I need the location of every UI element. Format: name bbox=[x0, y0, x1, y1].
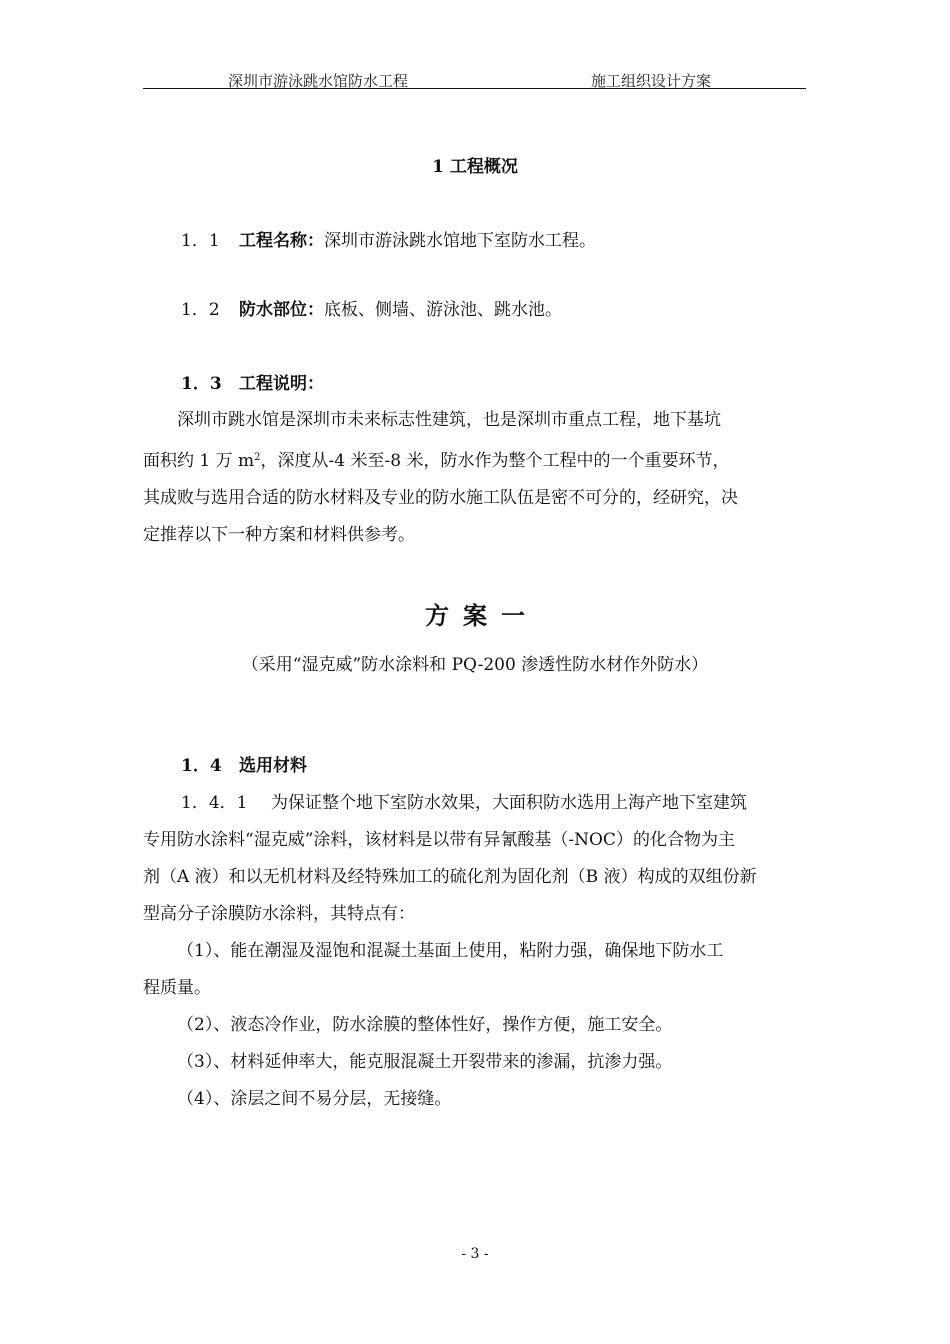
item-number: 1．2 bbox=[181, 300, 220, 320]
header-project-name: 深圳市游泳跳水馆防水工程 bbox=[228, 72, 409, 90]
item-number: 1．4．1 bbox=[181, 793, 248, 813]
paragraph-line bbox=[143, 785, 808, 822]
superscript: 2 bbox=[254, 452, 261, 463]
item-text: 深圳市游泳跳水馆地下室防水工程。 bbox=[324, 231, 596, 251]
item-project-description bbox=[143, 366, 844, 403]
item-number: 1．3 bbox=[181, 374, 222, 394]
feature-item-continued: 程质量。 bbox=[143, 978, 211, 998]
text-segment: 为保证整个地下室防水效果，大面积防水选用上海产地下室建筑 bbox=[271, 793, 747, 813]
feature-item: （3）、材料延伸率大，能克服混凝土开裂带来的渗漏，抗渗力强。 bbox=[177, 1052, 673, 1072]
item-number: 1．4 bbox=[181, 756, 222, 776]
item-project-name bbox=[143, 223, 844, 260]
item-label: 工程名称： bbox=[239, 231, 324, 251]
page-number: - 3 - bbox=[461, 1246, 489, 1262]
paragraph-line: 型高分子涂膜防水涂料，其特点有： bbox=[143, 904, 415, 924]
paragraph-line: 定推荐以下一种方案和材料供参考。 bbox=[143, 525, 415, 545]
paragraph-line: 专用防水涂料“湿克威”涂料，该材料是以带有异氰酸基（-NOC）的化合物为主 bbox=[143, 830, 735, 850]
feature-item: （2）、液态冷作业，防水涂膜的整体性好，操作方便，施工安全。 bbox=[177, 1015, 673, 1035]
text-segment: ，深度从-4 米至-8 米，防水作为整个工程中的一个重要环节， bbox=[260, 451, 730, 471]
plan-subtitle: （采用“湿克威”防水涂料和 PQ-200 渗透性防水材作外防水） bbox=[241, 655, 709, 675]
item-label: 工程说明： bbox=[239, 374, 324, 394]
feature-item: （4）、涂层之间不易分层，无接缝。 bbox=[177, 1089, 452, 1109]
plan-title: 方案一 bbox=[425, 601, 539, 630]
item-text: 底板、侧墙、游泳池、跳水池。 bbox=[324, 300, 562, 320]
section-heading-materials bbox=[143, 748, 844, 785]
item-waterproof-parts bbox=[143, 292, 844, 329]
paragraph-line: 其成败与选用合适的防水材料及专业的防水施工队伍是密不可分的，经研究，决 bbox=[143, 488, 738, 508]
item-number: 1．1 bbox=[181, 231, 220, 251]
feature-item: （1）、能在潮湿及湿饱和混凝土基面上使用，粘附力强，确保地下防水工 bbox=[177, 941, 724, 961]
paragraph-line bbox=[143, 439, 808, 480]
paragraph-line: 深圳市跳水馆是深圳市未来标志性建筑，也是深圳市重点工程，地下基坑 bbox=[177, 410, 721, 430]
description-paragraph bbox=[143, 402, 808, 554]
item-label: 防水部位： bbox=[239, 300, 324, 320]
section-title: 1 工程概况 bbox=[432, 157, 518, 177]
item-label: 选用材料 bbox=[239, 756, 307, 776]
header-document-type: 施工组织设计方案 bbox=[591, 72, 712, 90]
text-segment: 面积约 1 万 m bbox=[143, 451, 255, 471]
header-divider bbox=[143, 88, 806, 89]
materials-paragraph bbox=[143, 785, 808, 1118]
paragraph-line: 剂（A 液）和以无机材料及经特殊加工的硫化剂为固化剂（B 液）构成的双组份新 bbox=[143, 867, 757, 887]
